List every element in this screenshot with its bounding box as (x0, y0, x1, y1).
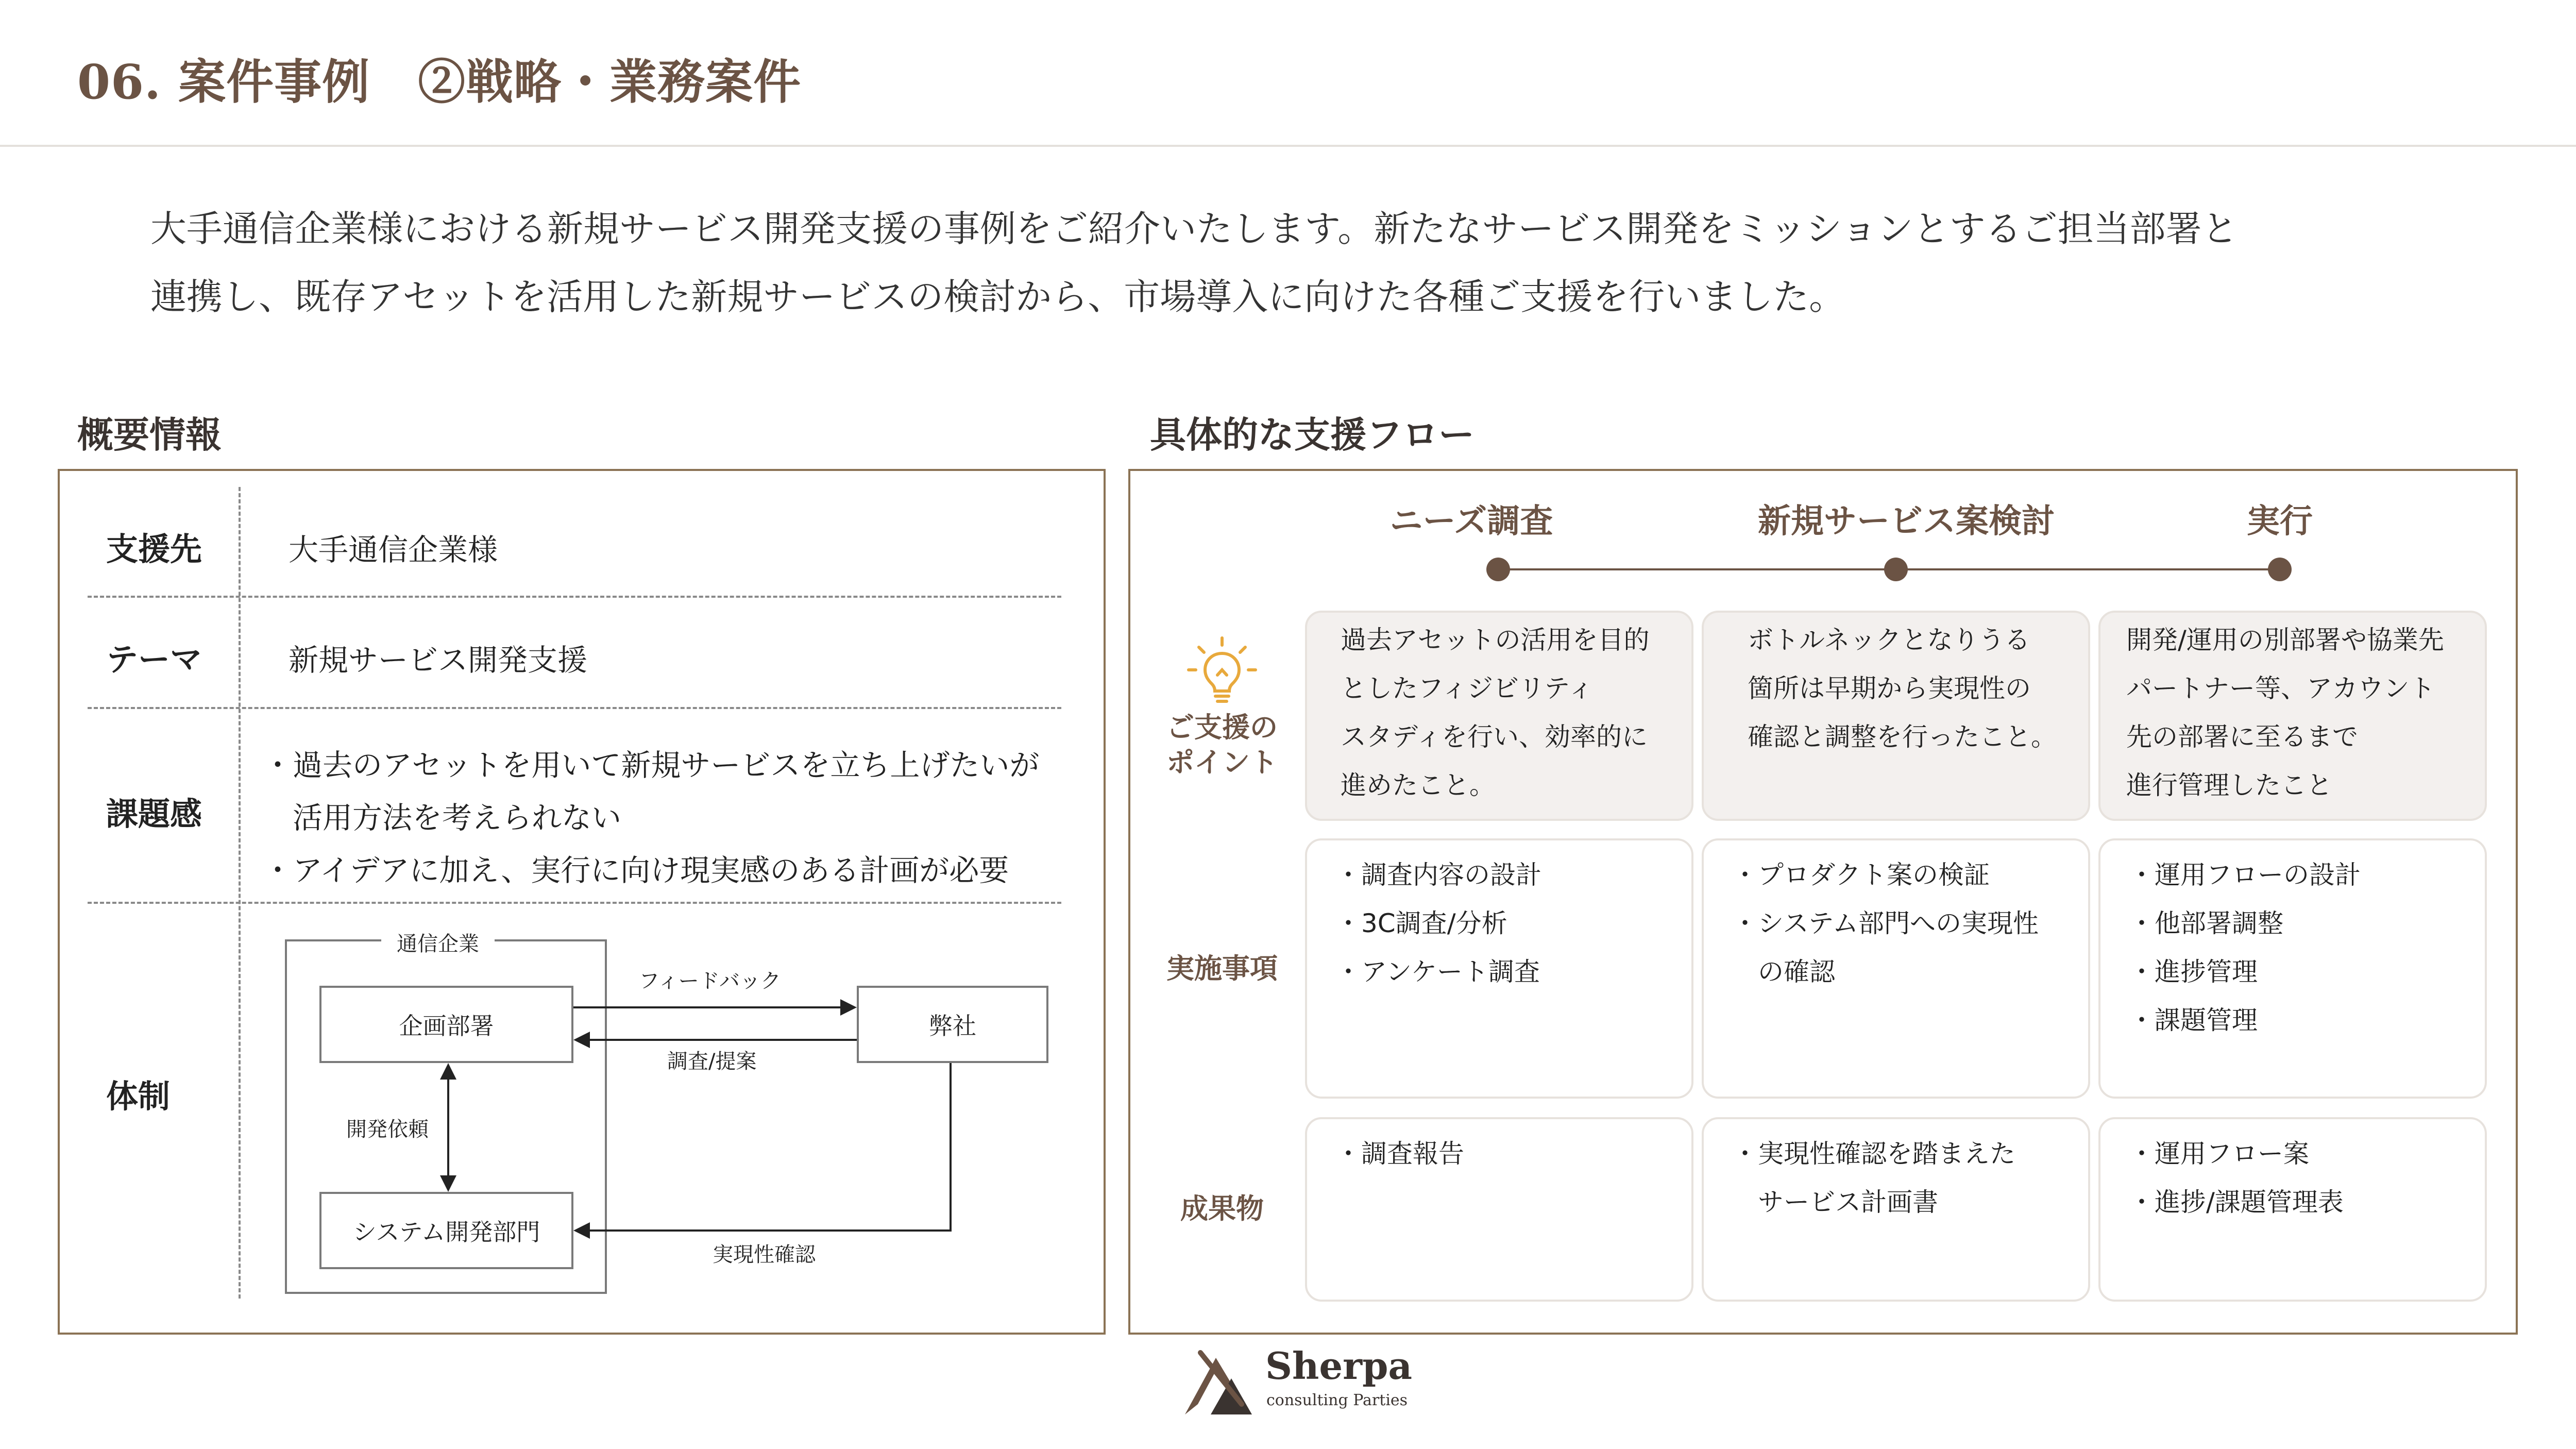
row-label-deliverables: 成果物 (1180, 1192, 1264, 1225)
card-line: サービス計画書 (1732, 1187, 1938, 1217)
phase-execution: 実行 (2247, 502, 2313, 541)
activities-card (1305, 838, 1693, 1099)
dev-request-label: 開発依頼 (346, 1118, 429, 1141)
overview-value-client: 大手通信企業様 (289, 532, 498, 567)
card-line: 進行管理したこと (2126, 770, 2332, 800)
card-line: ・アンケート調査 (1335, 957, 1540, 987)
logo-tagline: consulting Parties (1266, 1391, 1408, 1409)
card-line: ・運用フロー案 (2129, 1139, 2309, 1169)
phase-marker (1884, 558, 1908, 581)
card-line: パートナー等、アカウント (2126, 673, 2435, 703)
overview-heading: 概要情報 (77, 414, 222, 456)
support-point-card (1702, 611, 2090, 821)
intro-line-2: 連携し、既存アセットを活用した新規サービスの検討から、市場導入に向けた各種ご支援を行いました。 (150, 276, 1845, 318)
card-line: 箇所は早期から実現性の (1748, 673, 2031, 703)
card-line: ・他部署調整 (2129, 908, 2283, 938)
system-dev-department-box: システム開発部門 (319, 1192, 573, 1269)
card-line: としたフィジビリティ (1341, 673, 1594, 703)
row-label-line: ポイント (1166, 746, 1278, 779)
feedback-label: フィードバック (639, 969, 781, 993)
card-line: ・プロダクト案の検証 (1732, 860, 1990, 890)
overview-label-theme: テーマ (106, 641, 202, 678)
activities-card (1702, 838, 2090, 1099)
card-line: 過去アセットの活用を目的 (1341, 625, 1650, 655)
sherpa-logo-mark-icon (1180, 1342, 1257, 1420)
overview-issue-line: ・過去のアセットを用いて新規サービスを立ち上げたいが (263, 748, 1040, 783)
logo-wordmark: Sherpa (1265, 1344, 1413, 1388)
support-flow-heading: 具体的な支援フロー (1150, 414, 1475, 456)
card-line: ・課題管理 (2129, 1005, 2258, 1035)
overview-issue-line: ・アイデアに加え、実行に向け現実感のある計画が必要 (263, 853, 1009, 888)
support-point-card (2098, 611, 2487, 821)
support-point-card (1305, 611, 1693, 821)
feasibility-check-label: 実現性確認 (713, 1243, 816, 1267)
card-line: ・調査報告 (1335, 1139, 1464, 1169)
page-title: 06. 案件事例 ②戦略・業務案件 (77, 54, 802, 110)
overview-label-structure: 体制 (106, 1077, 171, 1115)
card-line: ・3C調査/分析 (1335, 908, 1507, 938)
activities-card (2098, 838, 2487, 1099)
card-line: ・調査内容の設計 (1335, 860, 1541, 890)
card-line: の確認 (1732, 957, 1835, 987)
row-label-support-points (1150, 710, 1294, 780)
phase-needs-research: ニーズ調査 (1389, 502, 1553, 541)
card-line: ・実現性確認を踏まえた (1732, 1139, 2015, 1169)
card-line: 確認と調整を行ったこと。 (1748, 722, 2057, 752)
card-line: 先の部署に至るまで (2126, 722, 2358, 752)
card-line: ・進捗管理 (2129, 957, 2258, 987)
phase-marker (2268, 558, 2292, 581)
row-label-line: ご支援の (1166, 711, 1278, 744)
card-line: ・運用フローの設計 (2129, 860, 2361, 890)
card-line: ・システム部門への実現性 (1732, 908, 2039, 938)
intro-line-1: 大手通信企業様における新規サービス開発支援の事例をご紹介いたします。新たなサービス開発をミッションとするご担当部署と (150, 208, 2238, 250)
phase-marker (1486, 558, 1510, 581)
lightbulb-icon (1183, 634, 1261, 711)
overview-value-theme: 新規サービス開発支援 (289, 643, 588, 678)
row-label-activities: 実施事項 (1166, 952, 1278, 985)
deliverables-card (2098, 1117, 2487, 1302)
overview-issue-line: 活用方法を考えられない (263, 800, 622, 835)
client-group-label: 通信企業 (381, 928, 495, 957)
research-proposal-label: 調査/提案 (667, 1050, 757, 1073)
deliverables-card (1305, 1117, 1693, 1302)
card-line: ・進捗/課題管理表 (2129, 1187, 2344, 1217)
deliverables-card (1702, 1117, 2090, 1302)
card-line: 進めたこと。 (1341, 770, 1495, 800)
card-line: 開発/運用の別部署や協業先 (2126, 625, 2444, 655)
card-line: スタディを行い、効率的に (1341, 722, 1648, 752)
planning-department-box: 企画部署 (319, 986, 573, 1063)
card-line: ボトルネックとなりうる (1748, 625, 2030, 655)
our-company-box: 弊社 (857, 986, 1048, 1063)
overview-label-client: 支援先 (106, 530, 202, 568)
overview-label-issues: 課題感 (106, 795, 202, 833)
phase-service-planning: 新規サービス案検討 (1758, 502, 2055, 541)
